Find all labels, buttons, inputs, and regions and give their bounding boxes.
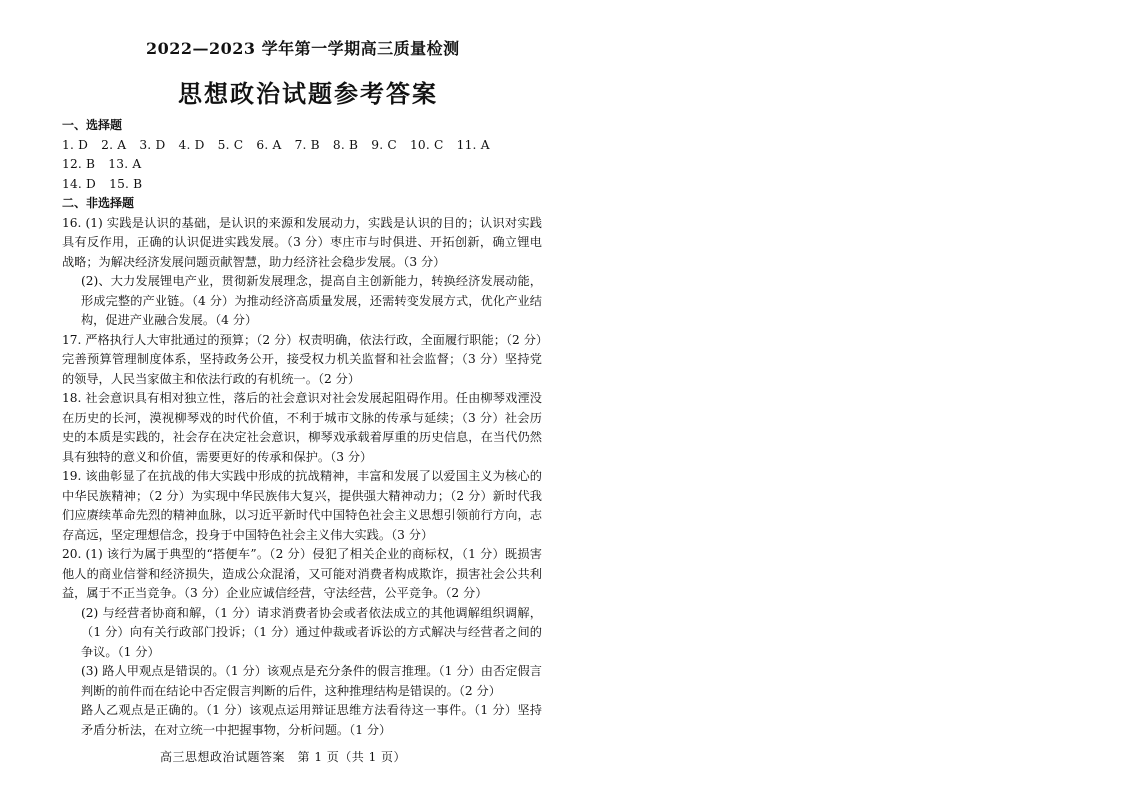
answer-item: 5. C: [217, 137, 244, 152]
question-18: [62, 389, 542, 467]
choice-answers-row-1: [62, 136, 542, 175]
answer-item: 7. B: [294, 137, 320, 152]
section-open-heading: 二、非选择题: [62, 196, 135, 210]
answer-item: 10. C: [409, 137, 444, 152]
answer-item: 8. B: [332, 137, 359, 152]
q16-part2: (2)、大力发展锂电产业，贯彻新发展理念，提高自主创新能力，转换经济发展动能，形成完整的产业链。（4 分）为推动经济高质量发展，还需转变发展方式，优化产业结构，促进产业融合发展。（4 分）: [81, 274, 542, 327]
question-20: [62, 545, 542, 740]
answer-item: 4. D: [178, 137, 205, 152]
q16-part1: 16. (1) 实践是认识的基础，是认识的来源和发展动力，实践是认识的目的；认识对实践具有反作用，正确的认识促进实践发展。（3 分）枣庄市与时俱进、开拓创新，确立锂电战略；为解决经济发展问题贡献智慧，助力经济社会稳步发展。（3 分）: [62, 215, 542, 269]
q20-part2: (2) 与经营者协商和解，（1 分）请求消费者协会或者依法成立的其他调解组织调解，（1 分）向有关行政部门投诉；（1 分）通过仲裁或者诉讼的方式解决与经营者之间的争议。（1 分）: [81, 605, 542, 659]
page-title: 思想政治试题参考答案: [178, 80, 438, 108]
choice-answers-row-2: [62, 175, 542, 195]
q18-text: 18. 社会意识具有相对独立性，落后的社会意识对社会发展起阻碍作用。任由柳琴戏湮没在历史的长河，漠视柳琴戏的时代价值，不利于城市文脉的传承与延续；（3 分）社会历史的本质是实践的，社会存在决定社会意识，柳琴戏承载着厚重的历史信息，在当代仍然具有独特的意义和价值，需要更好的传承和保护。（3 分）: [62, 391, 542, 464]
answer-item: 11. A: [456, 137, 490, 152]
answer-item: 1. D: [62, 137, 89, 152]
answer-item: 12. B: [62, 157, 96, 171]
answer-item: 6. A: [256, 137, 282, 152]
answer-content: [62, 116, 542, 740]
answer-item: 9. C: [371, 137, 397, 152]
section-choice-heading: 一、选择题: [62, 118, 123, 132]
page-footer: 高三思想政治试题答案 第 1 页（共 1 页）: [160, 750, 407, 764]
q20-part3a: (3) 路人甲观点是错误的。（1 分）该观点是充分条件的假言推理。（1 分）由否定假言判断的前件而在结论中否定假言判断的后件，这种推理结构是错误的。（2 分）: [81, 664, 542, 698]
q17-text: 17. 严格执行人大审批通过的预算；（2 分）权责明确，依法行政，全面履行职能；（2 分）完善预算管理制度体系，坚持政务公开，接受权力机关监督和社会监督；（3 分）坚持党的领导，人民当家做主和依法行政的有机统一。（2 分）: [62, 332, 542, 386]
answer-item: 15. B: [109, 176, 143, 191]
question-16: [62, 214, 542, 331]
answer-item: 3. D: [139, 137, 166, 152]
answer-item: 2. A: [101, 137, 127, 152]
q20-part1: 20. (1) 该行为属于典型的“搭便车”。（2 分）侵犯了相关企业的商标权，（1 分）既损害他人的商业信誉和经济损失，造成公众混淆，又可能对消费者构成欺诈，损害社会公共利益，属于不正当竞争。（3 分）企业应诚信经营，守法经营，公平竞争。（2 分）: [62, 547, 542, 600]
q20-part3b: 路人乙观点是正确的。（1 分）该观点运用辩证思维方法看待这一事件。（1 分）坚持矛盾分析法，在对立统一中把握事物，分析问题。（1 分）: [81, 703, 542, 737]
answer-item: 14. D: [62, 176, 97, 191]
q19-text: 19. 该曲彰显了在抗战的伟大实践中形成的抗战精神，丰富和发展了以爱国主义为核心的中华民族精神；（2 分）为实现中华民族伟大复兴，提供强大精神动力；（2 分）新时代我们应赓续革命先烈的精神血脉，以习近平新时代中国特色社会主义思想引领前行方向，志存高远，坚定理想信念，投身于中国特色社会主义伟大实践。（3 分）: [62, 469, 542, 542]
question-17: [62, 331, 542, 390]
question-19: [62, 467, 542, 545]
answer-item: 13. A: [108, 157, 142, 171]
exam-header: 2022—2023 学年第一学期高三质量检测: [146, 39, 460, 58]
